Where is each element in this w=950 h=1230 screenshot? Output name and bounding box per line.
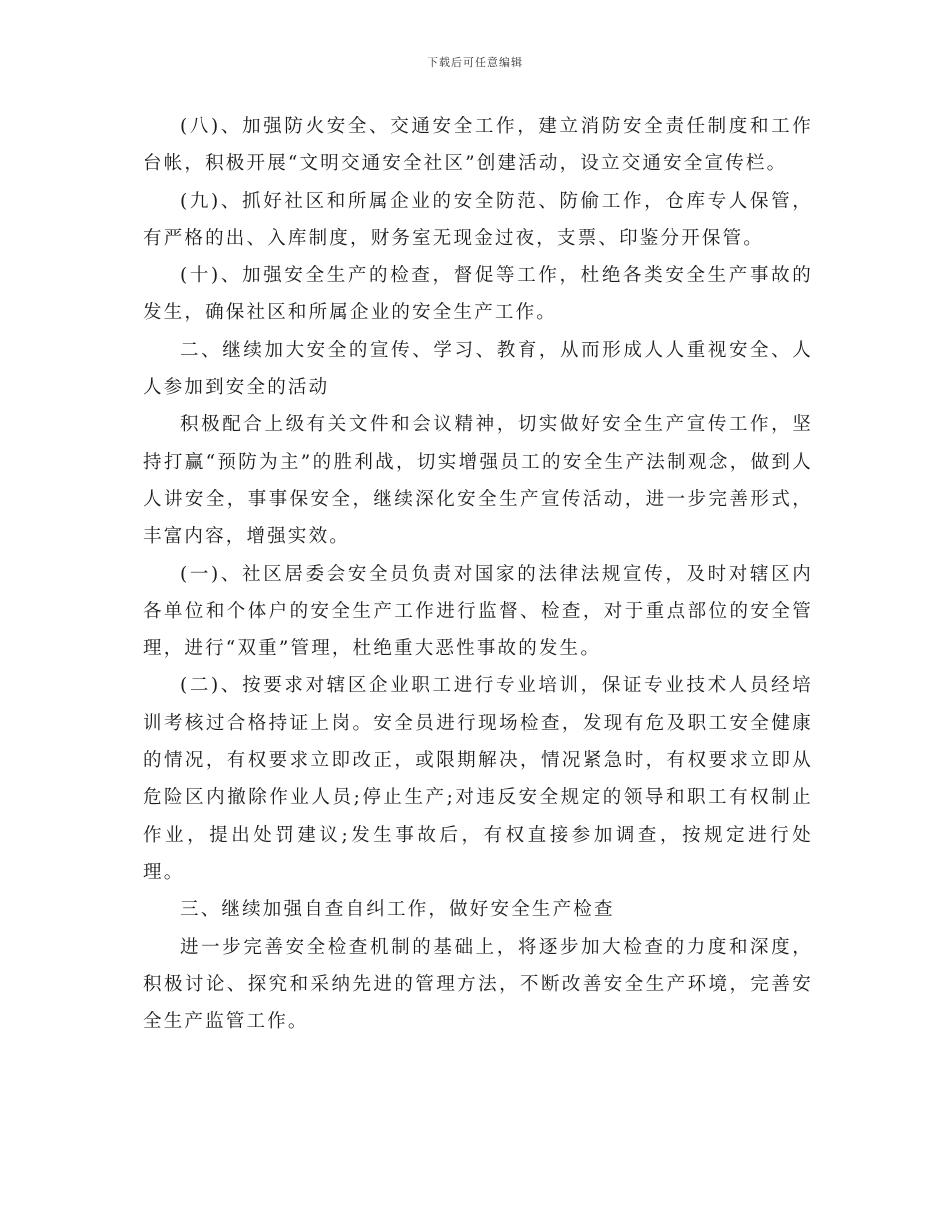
paragraph-inspection: 进一步完善安全检查机制的基础上，将逐步加大检查的力度和深度，积极讨论、探究和采纳先进的管理方法，不断改善安全生产环境，完善安全生产监管工作。 (143, 936, 813, 1033)
document-body (143, 108, 813, 1040)
paragraph-item-9: (九)、抓好社区和所属企业的安全防范、防偷工作，仓库专人保管，有严格的出、入库制度，财务室无现金过夜，支票、印鉴分开保管。 (143, 190, 813, 249)
section-heading-3: 三、继续加强自查自纠工作，做好安全生产检查 (180, 899, 615, 921)
page-header: 下载后可任意编辑 (427, 56, 523, 69)
paragraph-item-10: (十)、加强安全生产的检查，督促等工作，杜绝各类安全生产事故的发生，确保社区和所属企业的安全生产工作。 (143, 265, 813, 324)
section-heading-2: 二、继续加大安全的宣传、学习、教育，从而形成人人重视安全、人人参加到安全的活动 (143, 339, 813, 399)
paragraph-item-2: (二)、按要求对辖区企业职工进行专业培训，保证专业技术人员经培训考核过合格持证上岗。安全员进行现场检查，发现有危及职工安全健康的情况，有权要求立即改正，或限期解决，情况紧急时，有权要求立即从危险区内撤除作业人员;停止生产;对违反安全规定的领导和职工有权制止作业，提出处罚建议;发生事故后，有权直接参加调查，按规定进行处理。 (143, 675, 813, 883)
paragraph-item-1: (一)、社区居委会安全员负责对国家的法律法规宣传，及时对辖区内各单位和个体户的安全生产工作进行监督、检查，对于重点部位的安全管理，进行“双重”管理，杜绝重大恶性事故的发生。 (143, 563, 813, 660)
paragraph-publicity: 积极配合上级有关文件和会议精神，切实做好安全生产宣传工作，坚持打赢“预防为主”的胜利战，切实增强员工的安全生产法制观念，做到人人讲安全，事事保安全，继续深化安全生产宣传活动，进一步完善形式，丰富内容，增强实效。 (143, 414, 813, 548)
paragraph-item-8: (八)、加强防火安全、交通安全工作，建立消防安全责任制度和工作台帐，积极开展“文明交通安全社区”创建活动，设立交通安全宣传栏。 (143, 116, 813, 175)
